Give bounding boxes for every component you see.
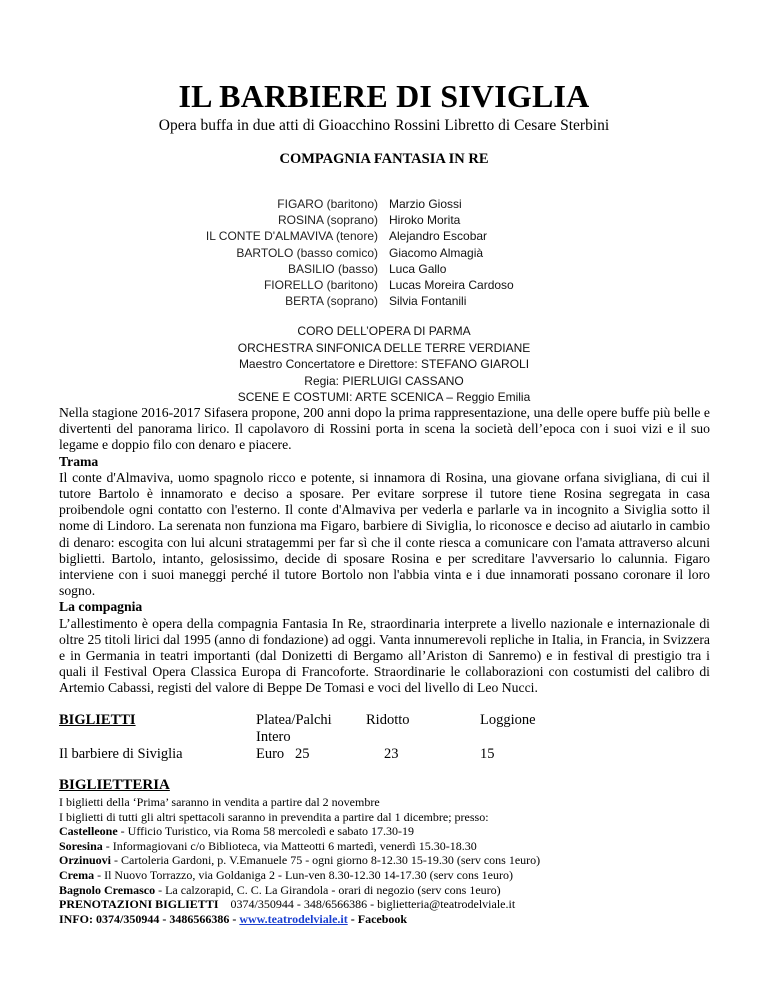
- credit-maestro-name: STEFANO GIAROLI: [421, 357, 530, 371]
- page-subtitle: Opera buffa in due atti di Gioacchino Rossini Libretto di Cesare Sterbini: [158, 117, 610, 134]
- box-office-line: I biglietti di tutti gli altri spettacoli saranno in prevendita a partire dal 1 dicembre; presso:: [59, 809, 489, 824]
- prenotazioni-detail: 0374/350944 - 348/6566386 - biglietteria@teatrodelviale.it: [218, 897, 516, 912]
- cast-role: BERTA (soprano): [285, 294, 378, 309]
- cast-actor: Marzio Giossi: [389, 197, 462, 211]
- cast-row: [0, 261, 768, 277]
- cast-actor: Alejandro Escobar: [389, 229, 488, 244]
- venue-town: Crema: [59, 867, 95, 882]
- credit-regia-name: PIERLUIGI CASSANO: [342, 373, 464, 388]
- venue-row: [59, 853, 739, 868]
- venue-detail: - Ufficio Turistico, via Roma 58 mercoledì e sabato 17.30-19: [117, 824, 415, 839]
- info-row: [59, 912, 739, 927]
- venue-town: Orzinuovi: [59, 853, 112, 868]
- venue-row: [59, 824, 739, 839]
- venue-detail: - Cartoleria Gardoni, p. V.Emanuele 75 - ogni giorno 8-12.30 15-19.30 (serv cons 1euro): [111, 853, 541, 868]
- cast-role: ROSINA (soprano): [277, 213, 378, 228]
- cast-row: [0, 293, 768, 309]
- credit-scene-name: ARTE SCENICA – Reggio Emilia: [355, 390, 531, 404]
- price-ridotto: 23: [384, 746, 399, 762]
- tickets-heading: BIGLIETTI: [59, 712, 136, 728]
- credit-maestro-label: Maestro Concertatore e Direttore:: [238, 357, 422, 371]
- cast-role: FIGARO (baritono): [277, 197, 378, 211]
- price-loggione: 15: [480, 746, 495, 762]
- cast-row: [0, 212, 768, 228]
- col-platea: Platea/Palchi: [256, 712, 332, 728]
- cast-role: FIORELLO (baritono): [263, 277, 378, 292]
- box-office-line: I biglietti della ‘Prima’ saranno in vendita a partire dal 2 novembre: [59, 795, 380, 809]
- venue-town: Soresina: [59, 838, 103, 853]
- cast-role: BARTOLO (basso comico): [236, 245, 378, 260]
- venue-row: [59, 839, 739, 854]
- col-ridotto: Ridotto: [366, 712, 410, 728]
- credit-maestro: [0, 356, 768, 373]
- credit-regia-label: Regia:: [304, 373, 343, 388]
- venue-town: Bagnolo Cremasco: [59, 882, 156, 897]
- credits-block: [0, 323, 768, 406]
- compagnia-paragraph: L’allestimento è opera della compagnia Fantasia In Re, straordinaria interprete a livello nazionale e internazionale di oltre 25 titoli lirici dal 1995 (anno di fondazione) ad oggi. Vanta innumerevoli repliche in Italia, in Francia, in Svizzera e in Germania in teatri importanti (dal Donizetti di Bergamo all’Ariston di Sanremo) e in festival di prestigio tra i quali il Festival Opera Classica Europa di Francoforte. Straordinarie le collaborazioni con costumisti del calibro di Artemio Cabassi, registi del valore di Beppe De Tomasi e voci del livello di Leo Nucci.: [59, 615, 710, 696]
- col-loggione: Loggione: [480, 712, 536, 728]
- venue-row: [59, 883, 739, 898]
- venue-town: Castelleone: [59, 824, 118, 839]
- cast-row: [0, 245, 768, 261]
- ticket-show: Il barbiere di Siviglia: [59, 746, 183, 762]
- cast-row: [0, 228, 768, 244]
- credit-orchestra: ORCHESTRA SINFONICA DELLE TERRE VERDIANE: [237, 340, 531, 355]
- credit-scene-label: SCENE E COSTUMI:: [237, 390, 356, 404]
- col-intero: Intero: [256, 729, 291, 745]
- trama-heading: Trama: [59, 453, 99, 469]
- info-tail: - Facebook: [347, 911, 408, 926]
- intro-paragraph: Nella stagione 2016-2017 Sifasera propone, 200 anni dopo la prima rappresentazione, una delle opere buffe più belle e divertenti del panorama lirico. Il capolavoro di Rossini porta in scena la società dell’epoca con i suoi vizi e il suo legame e doppio filo con denaro e piacere.: [59, 405, 710, 453]
- cast-list: [0, 196, 768, 309]
- cast-actor: Giacomo Almagià: [389, 245, 484, 260]
- venue-detail: - Il Nuovo Torrazzo, via Goldaniga 2 - Lun-ven 8.30-12.30 14-17.30 (serv cons 1euro): [94, 867, 513, 882]
- body-text: [59, 405, 710, 697]
- prenotazioni-row: [59, 897, 739, 912]
- prenotazioni-label: PRENOTAZIONI BIGLIETTI: [59, 897, 219, 912]
- cast-row: [0, 277, 768, 293]
- page-title: IL BARBIERE DI SIVIGLIA: [178, 78, 590, 114]
- cast-role: IL CONTE D'ALMAVIVA (tenore): [205, 229, 378, 244]
- cast-actor: Silvia Fontanili: [389, 294, 467, 309]
- cast-row: [0, 196, 768, 212]
- venue-detail: - Informagiovani c/o Biblioteca, via Matteotti 6 martedì, venerdì 15.30-18.30: [102, 838, 477, 853]
- venue-row: [59, 868, 739, 883]
- cast-actor: Lucas Moreira Cardoso: [389, 277, 514, 292]
- box-office: [59, 777, 739, 926]
- compagnia-heading: La compagnia: [59, 599, 143, 615]
- cast-actor: Hiroko Morita: [389, 213, 461, 228]
- box-office-heading: BIGLIETTERIA: [59, 777, 170, 793]
- website-link[interactable]: www.teatrodelviale.it: [239, 911, 348, 926]
- price-intero: Euro 25: [256, 746, 310, 762]
- info-label: INFO: 0374/350944 - 3486566386 -: [59, 911, 240, 926]
- cast-actor: Luca Gallo: [389, 261, 447, 276]
- credit-scene: [0, 389, 768, 406]
- credit-coro: CORO DELL’OPERA DI PARMA: [297, 324, 471, 338]
- venue-detail: - La calzorapid, C. C. La Girandola - orari di negozio (serv cons 1euro): [155, 882, 501, 897]
- company-name: COMPAGNIA FANTASIA IN RE: [279, 151, 489, 167]
- trama-paragraph: Il conte d'Almaviva, uomo spagnolo ricco e potente, si innamora di Rosina, una giovane orfana sivigliana, di cui il tutore Bartolo è innamorato e deciso a sposare. Per evitare sorprese il tutore tiene Rosina segregata in casa proibendole ogni contatto con l'esterno. Il conte d'Almaviva per vederla e parlarle va in incognito a Siviglia sotto il nome di Lindoro. La serenata non funziona ma Figaro, barbiere di Siviglia, lo riconosce e deciso ad aiutarlo in cambio di denaro: escogita con lui alcuni stratagemmi per far sì che il conte riesca a comunicare con l'amata attraverso alcuni biglietti. Bartolo, intanto, gelosissimo, decide di sposare Rosina e per screditare l'avversario lo calunnia. Figaro interviene con i suoi maneggi perché il tutore Bortolo non l'abbia vinta e i due innamorati possano coronare il loro sogno.: [59, 469, 710, 599]
- credit-regia: [0, 373, 768, 390]
- cast-role: BASILIO (basso): [287, 261, 378, 276]
